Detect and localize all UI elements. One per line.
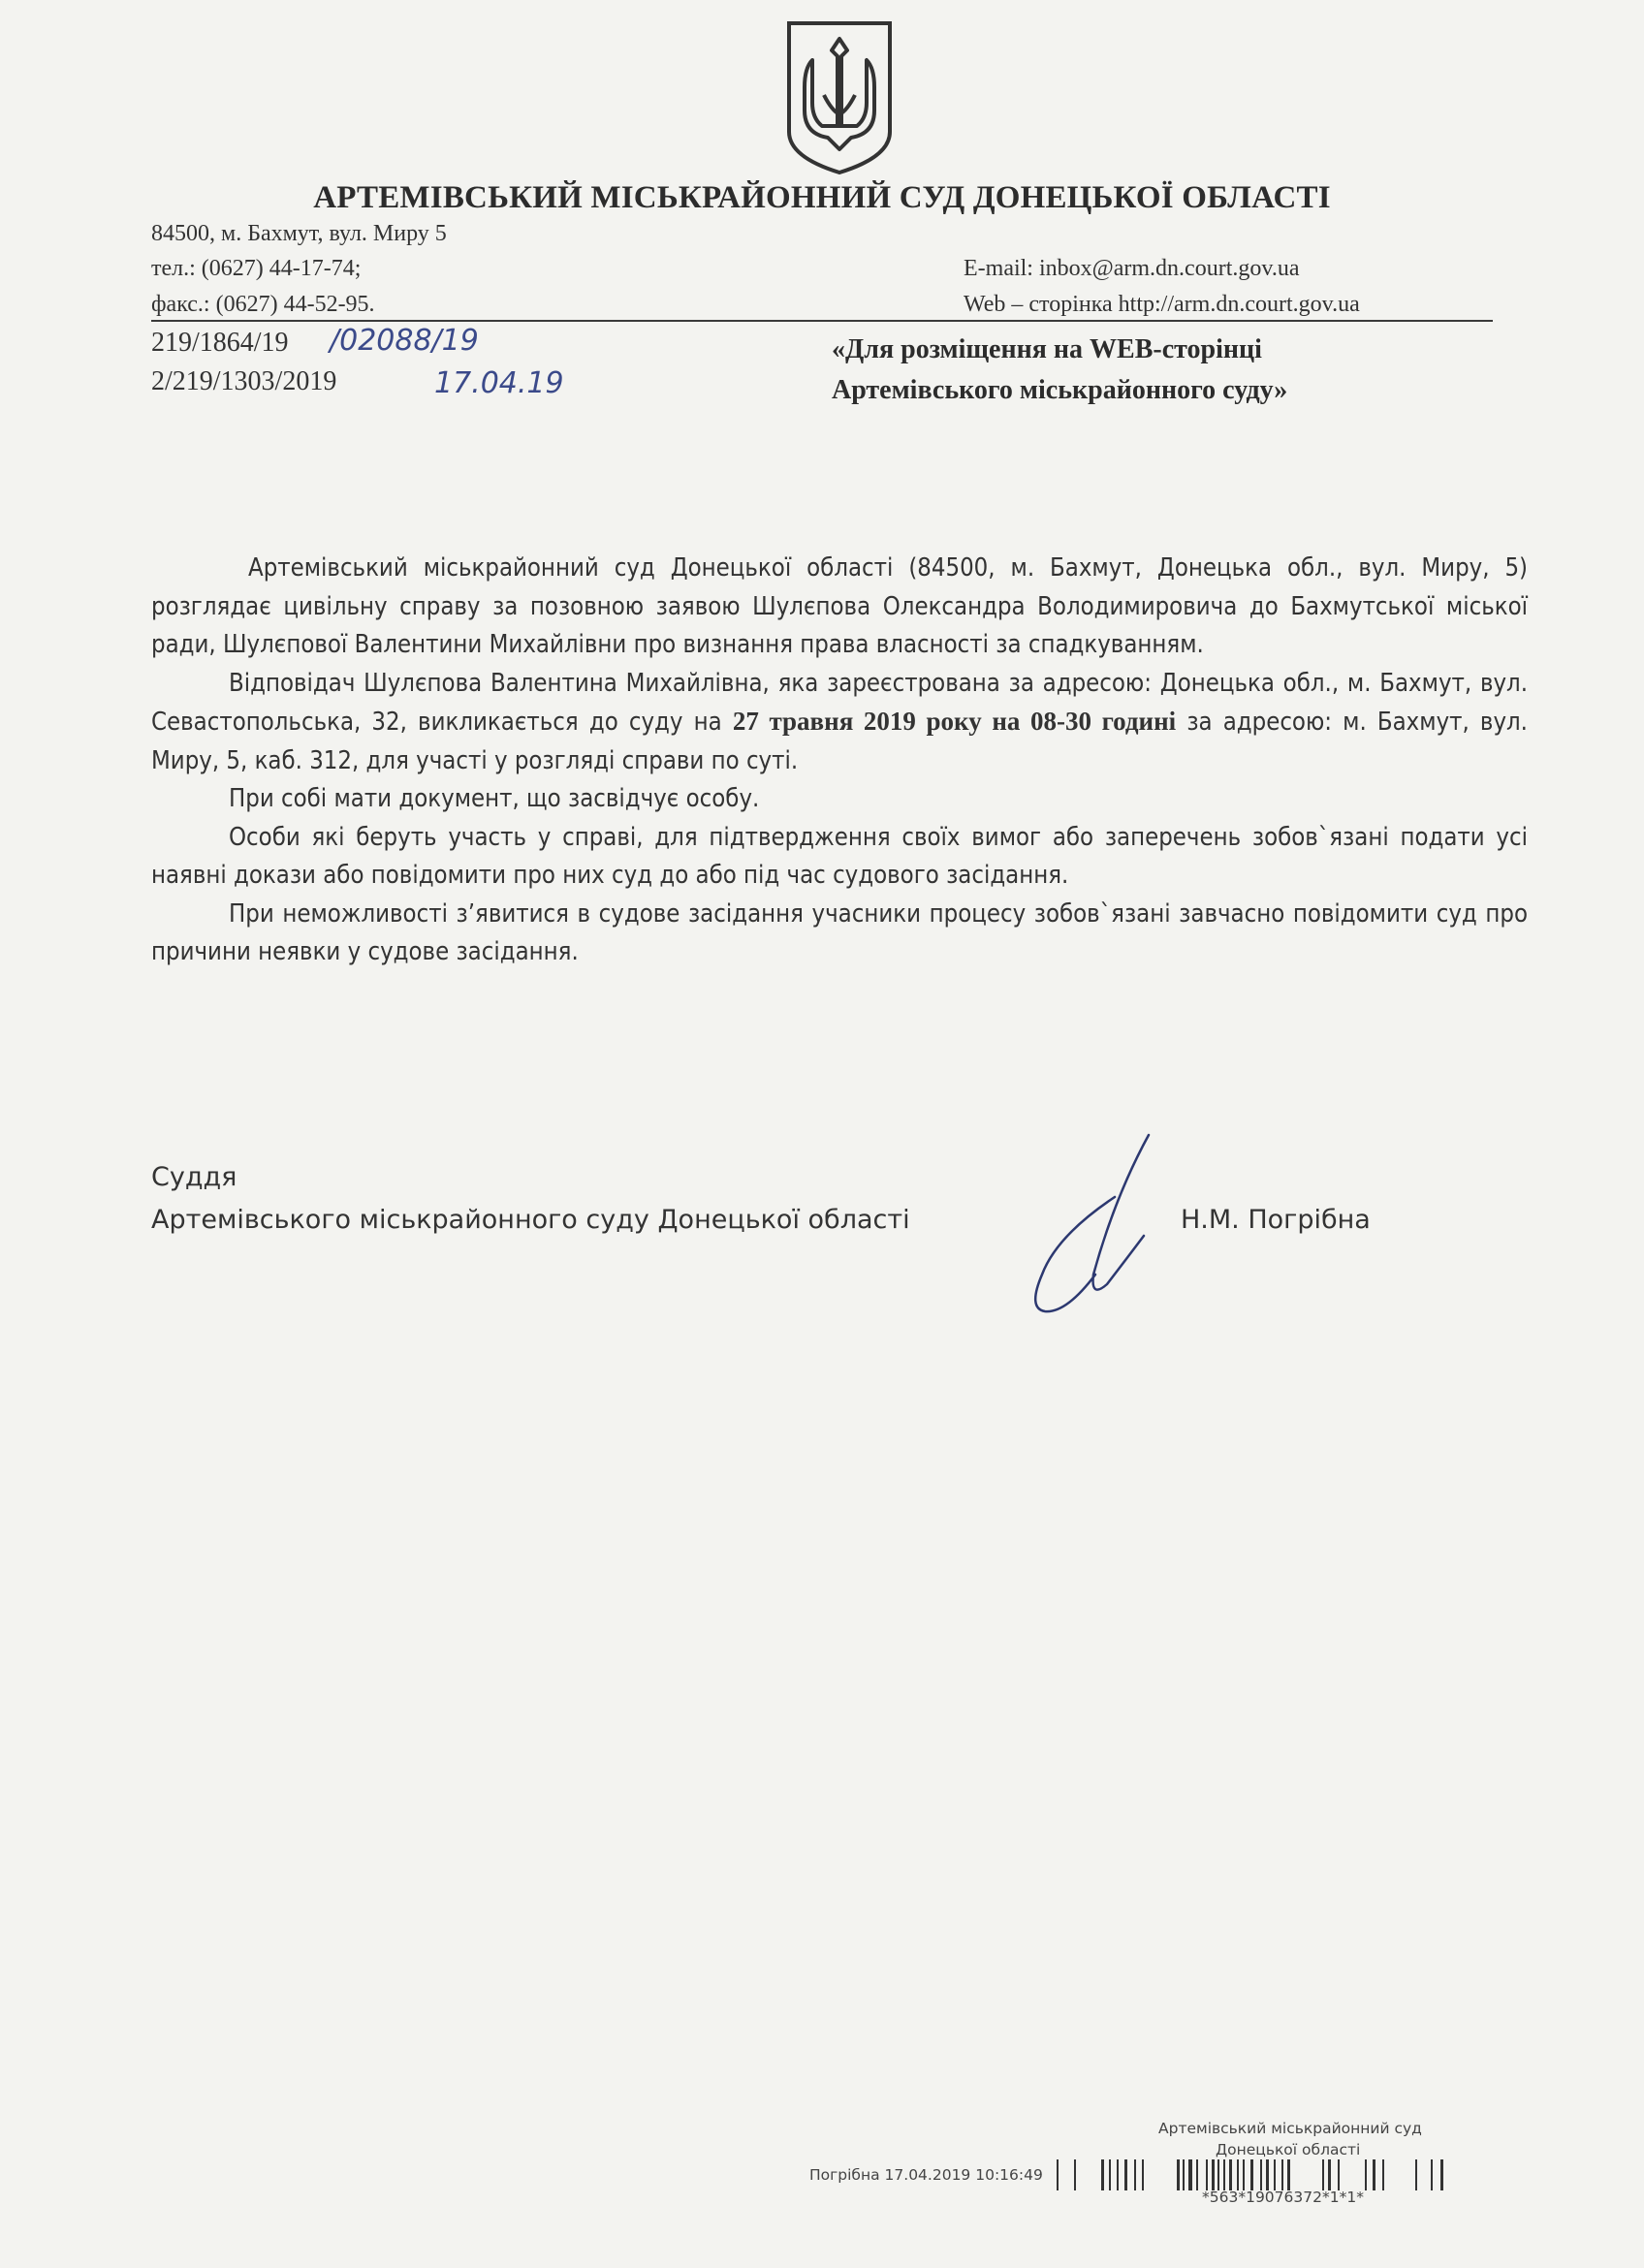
paragraph-absence-notice: При неможливості з’явитися в судове засідання учасники процесу зобов`язані завчасно повідомити суд про причини неявки у судове засідання. [151,898,1528,966]
judge-name: Н.М. Погрібна [1181,1205,1371,1235]
case-number: 219/1864/19 [151,328,289,358]
header-divider [151,320,1493,322]
hearing-date-time: 27 травня 2019 року на 08-30 годині [732,707,1177,736]
judge-signature-icon [998,1129,1192,1323]
court-email: E-mail: inbox@arm.dn.court.gov.ua [964,256,1300,281]
summons-text-end: за адресою: м. Бахмут, вул. Миру, 5, каб. 312, для участі у розгляді справи по суті. [151,708,1528,775]
paragraph-evidence: Особи які беруть участь у справі, для підтвердження своїх вимог або заперечень зобов`язані подати усі наявні докази або повідомити про них суд до або під час судового засідання. [151,822,1528,890]
judge-title: Суддя [151,1162,237,1192]
paragraph-identity-document: При собі мати документ, що засвідчує особу. [229,784,760,813]
paragraph-case-description: Артемівський міськрайонний суд Донецької області (84500, м. Бахмут, Донецька обл., вул. Миру, 5) розглядає цивільну справу за позовною заявою Шулєпова Олександра Володимировича до Бахмутської міської ради, Шулєпової Валентини Михайлівни про визнання права власності за спадкуванням. [151,553,1528,659]
barcode-icon [1057,2159,1527,2190]
stamp-registration: Погрібна 17.04.2019 10:16:49 [809,2166,1043,2184]
coat-of-arms-icon [783,17,896,176]
court-website: Web – сторінка http://arm.dn.court.gov.ua [964,292,1360,317]
court-address: 84500, м. Бахмут, вул. Миру 5 [151,221,447,246]
proceeding-number: 2/219/1303/2019 [151,366,337,396]
court-fax: факс.: (0627) 44-52-95. [151,292,375,317]
judge-court: Артемівського міськрайонного суду Донецької області [151,1205,910,1235]
paragraph-summons [151,665,1528,781]
handwritten-registration-number: /02088/19 [330,324,479,358]
web-note-line1: «Для розміщення на WEB-сторінці [832,334,1262,364]
web-note-line2: Артемівського міськрайонного суду» [832,375,1288,405]
notice-body [151,550,1528,972]
stamp-region: Донецької області [1216,2141,1361,2158]
handwritten-registration-date: 17.04.19 [434,366,564,400]
barcode-number: *563*19076372*1*1* [1202,2189,1364,2206]
stamp-court-name: Артемівський міськрайонний суд [1158,2120,1422,2137]
web-publication-note [832,330,1287,411]
court-name-heading: АРТЕМІВСЬКИЙ МІСЬКРАЙОННИЙ СУД ДОНЕЦЬКОЇ ОБЛАСТІ [313,180,1331,215]
summons-text-start: Відповідач Шулєпова Валентина Михайлівна, яка зареєстрована за адресою: Донецька обл., м. Бахмут, вул. Севастопольська, 32, викликається до суду на [151,668,1528,737]
court-phone: тел.: (0627) 44-17-74; [151,256,362,281]
